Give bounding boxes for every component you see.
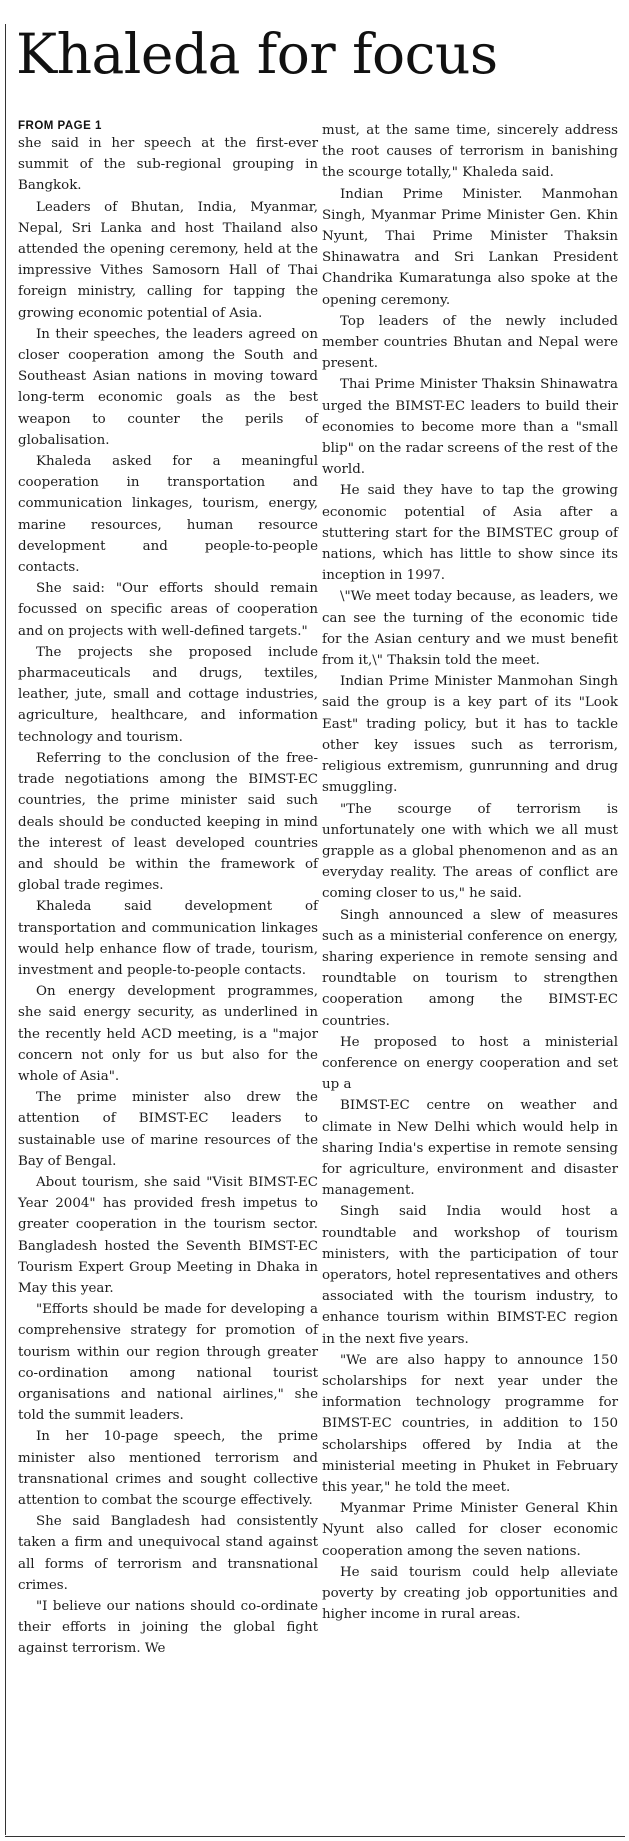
paragraph: Top leaders of the newly included member countries Bhutan and Nepal were present. xyxy=(322,313,618,372)
paragraph: He said tourism could help alleviate poverty by creating job opportunities and higher income in rural areas. xyxy=(322,1564,618,1623)
paragraph: BIMST-EC centre on weather and climate in New Delhi which would help in sharing India's expertise in remote sensing for agriculture, environment and disaster management. xyxy=(322,1098,618,1199)
paragraph: The projects she proposed include pharmaceuticals and drugs, textiles, leather, jute, small and cottage industries, agriculture, healthcare, and information technology and tourism. xyxy=(18,644,318,745)
paragraph: "The scourge of terrorism is unfortunately one with which we all must grapple as a global phenomenon and as an everyday reality. The areas of conflict are coming closer to us," he said. xyxy=(322,801,618,902)
article-column-right xyxy=(318,120,618,1625)
paragraph: In their speeches, the leaders agreed on closer cooperation among the South and Southeast Asian nations in moving toward long-term economic goals as the best weapon to counter the perils of globalisation. xyxy=(18,326,318,448)
paragraph: Singh announced a slew of measures such as a ministerial conference on energy, sharing experience in remote sensing and roundtable on tourism to strengthen cooperation among the BIMST-EC countries. xyxy=(322,907,618,1029)
paragraph: Singh said India would host a roundtable and workshop of tourism ministers, with the participation of tour operators, hotel representatives and others associated with the tourism industry, to enhance tourism within BIMST-EC region in the next five years. xyxy=(322,1204,618,1347)
paragraph: About tourism, she said "Visit BIMST-EC Year 2004" has provided fresh impetus to greater cooperation in the tourism sector. Bangladesh hosted the Seventh BIMST-EC Tourism Expert Group Meeting in Dhaka in May this year. xyxy=(18,1174,318,1296)
paragraph: she said in her speech at the first-ever summit of the sub-regional grouping in Bangkok. xyxy=(18,136,318,194)
paragraph: "We are also happy to announce 150 scholarships for next year under the information technology programme for BIMST-EC countries, in addition to 150 scholarships offered by India at the ministerial meeting in Phuket in February this year," he told the meet. xyxy=(322,1352,618,1495)
paragraph: He said they have to tap the growing economic potential of Asia after a stuttering start for the BIMSTEC group of nations, which has little to show since its inception in 1997. xyxy=(322,483,618,584)
paragraph: The prime minister also drew the attention of BIMST-EC leaders to sustainable use of marine resources of the Bay of Bengal. xyxy=(18,1090,318,1169)
paragraph: Referring to the conclusion of the free-trade negotiations among the BIMST-EC countries, the prime minister said such deals should be conducted keeping in mind the interest of least developed countries and should be within the framework of global trade regimes. xyxy=(18,750,318,894)
paragraph: He proposed to host a ministerial conference on energy cooperation and set up a xyxy=(322,1034,618,1093)
paragraph: must, at the same time, sincerely address the root causes of terrorism in banishing the scourge totally," Khaleda said. xyxy=(322,123,618,181)
paragraph: Thai Prime Minister Thaksin Shinawatra urged the BIMST-EC leaders to build their economies to become more than a "small blip" on the radar screens of the rest of the world. xyxy=(322,377,618,478)
paragraph: Leaders of Bhutan, India, Myanmar, Nepal, Sri Lanka and host Thailand also attended the opening ceremony, held at the impressive Vithes Samosorn Hall of Thai foreign ministry, calling for tapping the growing economic potential of Asia. xyxy=(18,199,318,321)
left-column-paragraphs xyxy=(18,133,318,1660)
column-rule-left xyxy=(5,24,6,1835)
right-column-paragraphs xyxy=(322,120,618,1625)
headline: Khaleda for focus xyxy=(16,22,498,86)
paragraph: Khaleda asked for a meaningful cooperation in transportation and communication linkages, tourism, energy, marine resources, human resource development and people-to-people contacts. xyxy=(18,454,318,576)
article-column-left xyxy=(18,120,318,1660)
column-rule-bottom xyxy=(5,1836,625,1837)
paragraph: She said Bangladesh had consistently taken a firm and unequivocal stand against all forms of terrorism and transnational crimes. xyxy=(18,1514,318,1593)
kicker: FROM PAGE 1 xyxy=(18,120,102,132)
paragraph: On energy development programmes, she said energy security, as underlined in the recently held ACD meeting, is a "major concern not only for us but also for the whole of Asia". xyxy=(18,984,318,1084)
paragraph: "I believe our nations should co-ordinate their efforts in joining the global fight against terrorism. We xyxy=(18,1599,318,1657)
paragraph: \"We meet today because, as leaders, we can see the turning of the economic tide for the Asian century and we must benefit from it,\" Thaksin told the meet. xyxy=(322,589,618,669)
paragraph: Khaleda said development of transportation and communication linkages would help enhance flow of trade, tourism, investment and people-to-people contacts. xyxy=(18,899,318,978)
paragraph: In her 10-page speech, the prime minister also mentioned terrorism and transnational crimes and sought collective attention to combat the scourge effectively. xyxy=(18,1429,318,1508)
paragraph: She said: "Our efforts should remain focussed on specific areas of cooperation and on projects with well-defined targets." xyxy=(18,581,318,639)
paragraph: Indian Prime Minister. Manmohan Singh, Myanmar Prime Minister Gen. Khin Nyunt, Thai Prime Minister Thaksin Shinawatra and Sri Lankan President Chandrika Kumaratunga also spoke at the opening ceremony. xyxy=(322,186,618,308)
paragraph: Myanmar Prime Minister General Khin Nyunt also called for closer economic cooperation among the seven nations. xyxy=(322,1501,618,1559)
paragraph: "Efforts should be made for developing a comprehensive strategy for promotion of tourism within our region through greater co-ordination among national tourist organisations and national airlines," she told the summit leaders. xyxy=(18,1302,318,1424)
paragraph: Indian Prime Minister Manmohan Singh said the group is a key part of its "Look East" trading policy, but it has to tackle other key issues such as terrorism, religious extremism, gunrunning and drug smuggling. xyxy=(322,674,618,796)
